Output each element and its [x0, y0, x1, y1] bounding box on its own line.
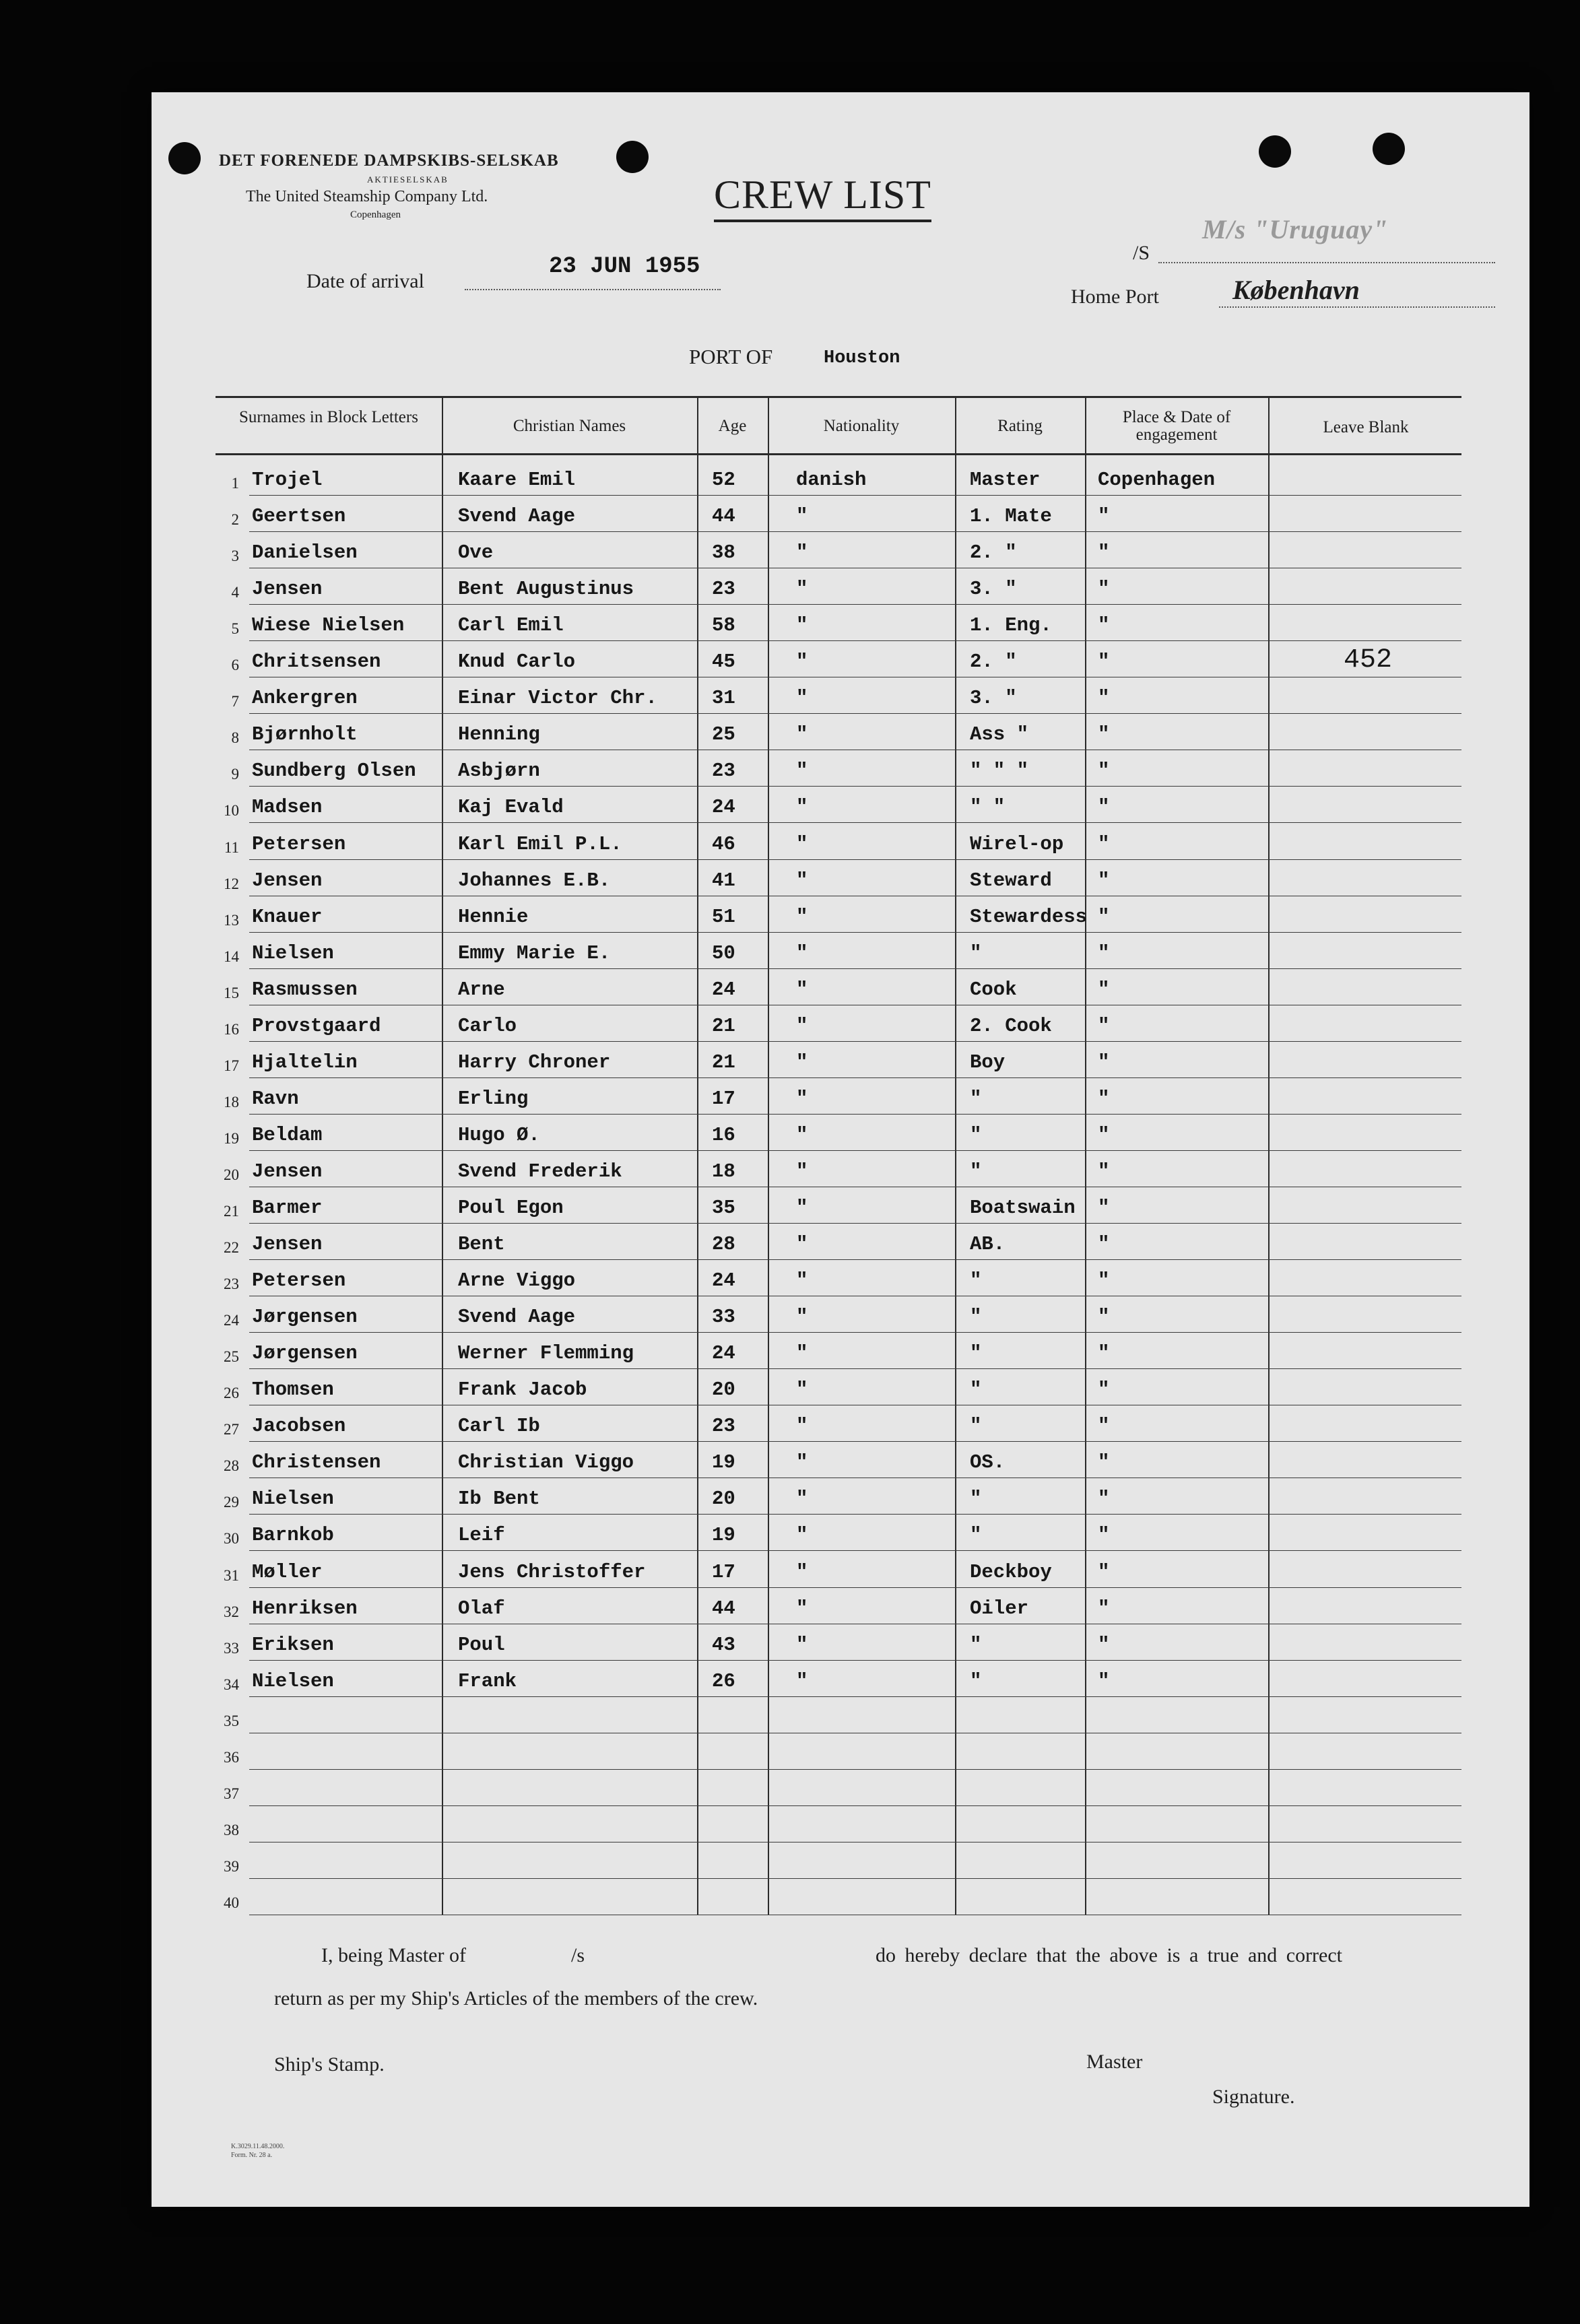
place-date-cell: "	[1098, 942, 1110, 964]
header-nationality: Nationality	[823, 417, 900, 435]
rating-cell: "	[970, 1379, 982, 1401]
age-cell: 45	[712, 651, 735, 673]
place-date-cell: "	[1098, 1561, 1110, 1583]
row-number: 36	[224, 1749, 239, 1766]
port-of-label: PORT OF	[689, 345, 773, 368]
nationality-cell: "	[796, 833, 808, 855]
nationality-cell: "	[796, 1670, 808, 1692]
christian-name-cell: Frank Jacob	[458, 1379, 587, 1401]
row-number: 19	[224, 1130, 239, 1147]
rating-cell: "	[970, 1488, 982, 1510]
rating-cell: "	[970, 1088, 982, 1110]
surname-cell: Beldam	[252, 1124, 323, 1146]
age-cell: 24	[712, 1342, 735, 1364]
place-date-cell: "	[1098, 906, 1110, 928]
nationality-cell: "	[796, 1379, 808, 1401]
age-cell: 24	[712, 796, 735, 818]
rating-cell: 3. "	[970, 687, 1017, 709]
row-number: 30	[224, 1530, 239, 1547]
rating-cell: "	[970, 1634, 982, 1656]
row-number: 21	[224, 1203, 239, 1220]
master-label: Master	[1086, 2051, 1143, 2073]
header-leave-blank: Leave Blank	[1323, 418, 1409, 436]
place-date-cell: "	[1098, 1088, 1110, 1110]
nationality-cell: "	[796, 578, 808, 600]
christian-name-cell: Harry Chroner	[458, 1051, 611, 1073]
age-cell: 16	[712, 1124, 735, 1146]
nationality-cell: "	[796, 1197, 808, 1219]
age-cell: 44	[712, 1597, 735, 1620]
row-number: 25	[224, 1348, 239, 1365]
place-date-cell: "	[1098, 614, 1110, 636]
christian-name-cell: Svend Frederik	[458, 1160, 622, 1183]
place-date-cell: "	[1098, 1597, 1110, 1620]
row-number: 35	[224, 1713, 239, 1729]
christian-name-cell: Werner Flemming	[458, 1342, 634, 1364]
christian-name-cell: Ib Bent	[458, 1488, 540, 1510]
rating-cell: 1. Eng.	[970, 614, 1052, 636]
place-date-cell: "	[1098, 1342, 1110, 1364]
surname-cell: Wiese Nielsen	[252, 614, 405, 636]
age-cell: 46	[712, 833, 735, 855]
row-number: 40	[224, 1894, 239, 1911]
rating-cell: Steward	[970, 869, 1052, 892]
christian-name-cell: Jens Christoffer	[458, 1561, 646, 1583]
place-date-cell: "	[1098, 1051, 1110, 1073]
row-number: 24	[224, 1312, 239, 1329]
row-number: 28	[224, 1457, 239, 1474]
christian-name-cell: Poul	[458, 1634, 505, 1656]
nationality-cell: "	[796, 1088, 808, 1110]
surname-cell: Nielsen	[252, 1670, 334, 1692]
place-date-cell: "	[1098, 1197, 1110, 1219]
nationality-cell: "	[796, 687, 808, 709]
nationality-cell: "	[796, 1015, 808, 1037]
punch-hole	[168, 142, 201, 174]
age-cell: 18	[712, 1160, 735, 1183]
punch-hole	[1259, 135, 1291, 168]
christian-name-cell: Johannes E.B.	[458, 869, 611, 892]
row-number: 32	[224, 1603, 239, 1620]
christian-name-cell: Karl Emil P.L.	[458, 833, 622, 855]
christian-name-cell: Emmy Marie E.	[458, 942, 611, 964]
surname-cell: Barnkob	[252, 1524, 334, 1546]
age-cell: 43	[712, 1634, 735, 1656]
place-date-cell: "	[1098, 1124, 1110, 1146]
surname-cell: Christensen	[252, 1451, 381, 1473]
age-cell: 35	[712, 1197, 735, 1219]
place-date-cell: "	[1098, 760, 1110, 782]
punch-hole	[616, 141, 649, 173]
nationality-cell: "	[796, 1524, 808, 1546]
nationality-cell: "	[796, 1451, 808, 1473]
age-cell: 17	[712, 1561, 735, 1583]
header-surnames: Surnames in Block Letters	[239, 408, 418, 426]
age-cell: 20	[712, 1488, 735, 1510]
rating-cell: 1. Mate	[970, 505, 1052, 527]
home-port-label: Home Port	[1071, 286, 1159, 308]
christian-name-cell: Einar Victor Chr.	[458, 687, 657, 709]
punch-hole	[1373, 133, 1405, 165]
row-number: 3	[231, 547, 239, 564]
surname-cell: Geertsen	[252, 505, 346, 527]
christian-name-cell: Asbjørn	[458, 760, 540, 782]
nationality-cell: "	[796, 978, 808, 1001]
port-of-value: Houston	[824, 348, 900, 368]
nationality-cell: "	[796, 1269, 808, 1292]
age-cell: 19	[712, 1524, 735, 1546]
rating-cell: "	[970, 1342, 982, 1364]
row-number: 10	[224, 802, 239, 819]
row-number: 20	[224, 1166, 239, 1183]
place-date-cell: "	[1098, 1634, 1110, 1656]
row-number: 12	[224, 875, 239, 892]
row-number: 17	[224, 1057, 239, 1074]
christian-name-cell: Arne Viggo	[458, 1269, 576, 1292]
christian-name-cell: Ove	[458, 541, 494, 564]
christian-name-cell: Carlo	[458, 1015, 517, 1037]
ship-name: M/s "Uruguay"	[1202, 214, 1389, 244]
form-number: Form. Nr. 28 a.	[231, 2152, 273, 2159]
place-date-cell: "	[1098, 1233, 1110, 1255]
age-cell: 20	[712, 1379, 735, 1401]
rating-cell: Boatswain	[970, 1197, 1076, 1219]
company-name-english: The United Steamship Company Ltd.	[246, 188, 488, 205]
surname-cell: Jensen	[252, 869, 323, 892]
surname-cell: Thomsen	[252, 1379, 334, 1401]
place-date-cell: "	[1098, 505, 1110, 527]
age-cell: 33	[712, 1306, 735, 1328]
christian-name-cell: Carl Emil	[458, 614, 564, 636]
surname-cell: Danielsen	[252, 541, 358, 564]
place-date-cell: Copenhagen	[1098, 469, 1216, 491]
christian-name-cell: Carl Ib	[458, 1415, 540, 1437]
surname-cell: Ravn	[252, 1088, 299, 1110]
christian-name-cell: Bent	[458, 1233, 505, 1255]
nationality-cell: "	[796, 796, 808, 818]
row-number: 18	[224, 1094, 239, 1110]
rating-cell: AB.	[970, 1233, 1006, 1255]
rating-cell: "	[970, 1160, 982, 1183]
row-number: 14	[224, 948, 239, 965]
rating-cell: Cook	[970, 978, 1017, 1001]
row-number: 22	[224, 1239, 239, 1256]
row-number: 7	[231, 693, 239, 710]
age-cell: 50	[712, 942, 735, 964]
form-code: K.3029.11.48.2000.	[231, 2143, 285, 2150]
rating-cell: OS.	[970, 1451, 1006, 1473]
surname-cell: Eriksen	[252, 1634, 334, 1656]
christian-name-cell: Bent Augustinus	[458, 578, 634, 600]
age-cell: 21	[712, 1051, 735, 1073]
nationality-cell: "	[796, 1306, 808, 1328]
rating-cell: Master	[970, 469, 1041, 491]
place-date-cell: "	[1098, 978, 1110, 1001]
age-cell: 38	[712, 541, 735, 564]
nationality-cell: "	[796, 1342, 808, 1364]
rating-cell: "	[970, 1415, 982, 1437]
nationality-cell: "	[796, 906, 808, 928]
nationality-cell: "	[796, 1233, 808, 1255]
christian-name-cell: Hennie	[458, 906, 529, 928]
age-cell: 24	[712, 1269, 735, 1292]
rating-cell: Boy	[970, 1051, 1006, 1073]
rating-cell: Stewardess	[970, 906, 1088, 928]
surname-cell: Knauer	[252, 906, 323, 928]
row-number: 8	[231, 729, 239, 746]
date-of-arrival-label: Date of arrival	[306, 270, 424, 292]
place-date-cell: "	[1098, 1415, 1110, 1437]
age-cell: 31	[712, 687, 735, 709]
row-number: 6	[231, 657, 239, 673]
surname-cell: Trojel	[252, 469, 323, 491]
christian-name-cell: Olaf	[458, 1597, 505, 1620]
nationality-cell: "	[796, 1597, 808, 1620]
surname-cell: Rasmussen	[252, 978, 358, 1001]
declaration-line2: return as per my Ship's Articles of the members of the crew.	[274, 1987, 758, 2010]
declaration-slash-s: /s	[571, 1944, 585, 1966]
rating-cell: "	[970, 1269, 982, 1292]
surname-cell: Nielsen	[252, 942, 334, 964]
row-number: 5	[231, 620, 239, 637]
rating-cell: Deckboy	[970, 1561, 1052, 1583]
nationality-cell: danish	[796, 469, 867, 491]
rating-cell: 2. "	[970, 541, 1017, 564]
place-date-cell: "	[1098, 1306, 1110, 1328]
age-cell: 41	[712, 869, 735, 892]
age-cell: 19	[712, 1451, 735, 1473]
row-number: 15	[224, 985, 239, 1001]
header-place-date: Place & Date of engagement	[1122, 408, 1231, 444]
nationality-cell: "	[796, 869, 808, 892]
row-number: 4	[231, 584, 239, 601]
christian-name-cell: Henning	[458, 723, 540, 745]
crew-list-document	[152, 92, 1529, 2207]
row-number: 16	[224, 1021, 239, 1038]
place-date-cell: "	[1098, 578, 1110, 600]
nationality-cell: "	[796, 505, 808, 527]
company-city: Copenhagen	[350, 209, 401, 220]
rating-cell: "	[970, 1524, 982, 1546]
place-date-cell: "	[1098, 687, 1110, 709]
surname-cell: Jensen	[252, 1233, 323, 1255]
row-number: 9	[231, 766, 239, 783]
surname-cell: Jensen	[252, 578, 323, 600]
ships-stamp-label: Ship's Stamp.	[274, 2053, 385, 2076]
nationality-cell: "	[796, 1488, 808, 1510]
nationality-cell: "	[796, 723, 808, 745]
age-cell: 58	[712, 614, 735, 636]
place-date-cell: "	[1098, 1015, 1110, 1037]
leave-blank-cell: 452	[1344, 645, 1393, 675]
christian-name-cell: Kaj Evald	[458, 796, 564, 818]
rating-cell: " "	[970, 796, 1006, 818]
row-number: 23	[224, 1275, 239, 1292]
christian-name-cell: Frank	[458, 1670, 517, 1692]
age-cell: 21	[712, 1015, 735, 1037]
age-cell: 25	[712, 723, 735, 745]
header-christian-names: Christian Names	[513, 417, 626, 435]
nationality-cell: "	[796, 942, 808, 964]
place-date-cell: "	[1098, 651, 1110, 673]
place-date-cell: "	[1098, 796, 1110, 818]
christian-name-cell: Kaare Emil	[458, 469, 576, 491]
nationality-cell: "	[796, 1124, 808, 1146]
ship-prefix: /S	[1133, 242, 1150, 264]
surname-cell: Madsen	[252, 796, 323, 818]
place-date-cell: "	[1098, 833, 1110, 855]
nationality-cell: "	[796, 1561, 808, 1583]
christian-name-cell: Hugo Ø.	[458, 1124, 540, 1146]
header-age: Age	[718, 417, 747, 435]
age-cell: 28	[712, 1233, 735, 1255]
age-cell: 44	[712, 505, 735, 527]
rating-cell: "	[970, 942, 982, 964]
rating-cell: Wirel-op	[970, 833, 1064, 855]
place-date-cell: "	[1098, 1379, 1110, 1401]
surname-cell: Jacobsen	[252, 1415, 346, 1437]
row-number: 33	[224, 1640, 239, 1657]
place-date-cell: "	[1098, 1488, 1110, 1510]
declaration-part2: do hereby declare that the above is a true and correct	[876, 1944, 1343, 1966]
place-date-cell: "	[1098, 1670, 1110, 1692]
surname-cell: Provstgaard	[252, 1015, 381, 1037]
surname-cell: Bjørnholt	[252, 723, 358, 745]
surname-cell: Jørgensen	[252, 1306, 358, 1328]
surname-cell: Nielsen	[252, 1488, 334, 1510]
surname-cell: Hjaltelin	[252, 1051, 358, 1073]
nationality-cell: "	[796, 614, 808, 636]
row-number: 31	[224, 1567, 239, 1584]
nationality-cell: "	[796, 651, 808, 673]
row-number: 37	[224, 1785, 239, 1802]
surname-cell: Henriksen	[252, 1597, 358, 1620]
home-port-value: København	[1232, 275, 1360, 305]
age-cell: 24	[712, 978, 735, 1001]
nationality-cell: "	[796, 1415, 808, 1437]
christian-name-cell: Svend Aage	[458, 505, 576, 527]
age-cell: 23	[712, 578, 735, 600]
row-number: 26	[224, 1385, 239, 1401]
nationality-cell: "	[796, 1051, 808, 1073]
rating-cell: Oiler	[970, 1597, 1029, 1620]
place-date-cell: "	[1098, 869, 1110, 892]
signature-label: Signature.	[1212, 2086, 1295, 2108]
declaration-part1: I, being Master of	[321, 1944, 466, 1966]
rating-cell: " " "	[970, 760, 1029, 782]
place-date-cell: "	[1098, 1269, 1110, 1292]
company-type: AKTIESELSKAB	[367, 174, 449, 185]
place-date-cell: "	[1098, 1451, 1110, 1473]
row-number: 11	[224, 839, 239, 856]
surname-cell: Chritsensen	[252, 651, 381, 673]
rating-cell: "	[970, 1306, 982, 1328]
document-title: CREW LIST	[714, 172, 931, 222]
rating-cell: "	[970, 1670, 982, 1692]
surname-cell: Barmer	[252, 1197, 323, 1219]
place-date-cell: "	[1098, 1524, 1110, 1546]
nationality-cell: "	[796, 1634, 808, 1656]
christian-name-cell: Christian Viggo	[458, 1451, 634, 1473]
row-number: 2	[231, 511, 239, 528]
nationality-cell: "	[796, 541, 808, 564]
row-number: 1	[231, 475, 239, 492]
rating-cell: "	[970, 1124, 982, 1146]
row-number: 13	[224, 912, 239, 929]
christian-name-cell: Knud Carlo	[458, 651, 576, 673]
age-cell: 51	[712, 906, 735, 928]
rating-cell: 2. "	[970, 651, 1017, 673]
rating-cell: Ass "	[970, 723, 1029, 745]
surname-cell: Jørgensen	[252, 1342, 358, 1364]
christian-name-cell: Erling	[458, 1088, 529, 1110]
place-date-cell: "	[1098, 1160, 1110, 1183]
age-cell: 52	[712, 469, 735, 491]
christian-name-cell: Arne	[458, 978, 505, 1001]
nationality-cell: "	[796, 760, 808, 782]
surname-cell: Jensen	[252, 1160, 323, 1183]
surname-cell: Møller	[252, 1561, 323, 1583]
surname-cell: Sundberg Olsen	[252, 760, 416, 782]
christian-name-cell: Svend Aage	[458, 1306, 576, 1328]
place-date-cell: "	[1098, 723, 1110, 745]
row-number: 27	[224, 1421, 239, 1438]
age-cell: 17	[712, 1088, 735, 1110]
nationality-cell: "	[796, 1160, 808, 1183]
row-number: 39	[224, 1858, 239, 1875]
surname-cell: Petersen	[252, 1269, 346, 1292]
row-number: 29	[224, 1494, 239, 1510]
age-cell: 26	[712, 1670, 735, 1692]
surname-cell: Petersen	[252, 833, 346, 855]
rating-cell: 3. "	[970, 578, 1017, 600]
christian-name-cell: Poul Egon	[458, 1197, 564, 1219]
company-name-danish: DET FORENEDE DAMPSKIBS-SELSKAB	[219, 152, 559, 170]
row-number: 34	[224, 1676, 239, 1693]
row-number: 38	[224, 1822, 239, 1838]
rating-cell: 2. Cook	[970, 1015, 1052, 1037]
age-cell: 23	[712, 760, 735, 782]
christian-name-cell: Leif	[458, 1524, 505, 1546]
place-date-cell: "	[1098, 541, 1110, 564]
age-cell: 23	[712, 1415, 735, 1437]
header-rating: Rating	[997, 417, 1043, 435]
date-of-arrival-value: 23 JUN 1955	[549, 254, 700, 279]
surname-cell: Ankergren	[252, 687, 358, 709]
